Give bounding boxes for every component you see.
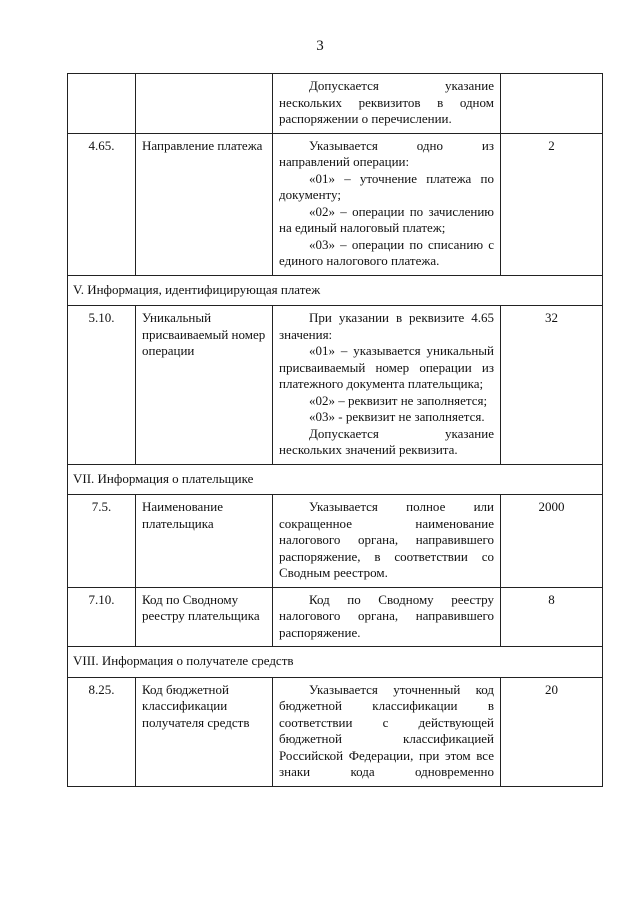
field-number: 8.25.	[68, 677, 136, 786]
field-number: 5.10.	[68, 306, 136, 465]
description-paragraph: Указывается полное или сокращенное наименование налогового органа, направившего распоряжение, в соответствии со Сводным реестром.	[279, 499, 494, 580]
field-name: Наименование плательщика	[136, 495, 273, 588]
field-number	[68, 74, 136, 134]
description-paragraph: «01» – уточнение платежа по документу;	[279, 170, 494, 202]
description-paragraph: «01» – указывается уникальный присваиваемый номер операции из платежного документа плательщика;	[279, 343, 494, 391]
field-length: 2	[501, 133, 603, 275]
field-length: 2000	[501, 495, 603, 588]
table-row	[68, 495, 603, 588]
field-number: 4.65.	[68, 133, 136, 275]
field-description	[273, 495, 501, 588]
field-name: Код бюджетной классификации получателя средств	[136, 677, 273, 786]
field-name: Уникальный присваиваемый номер операции	[136, 306, 273, 465]
field-number: 7.10.	[68, 587, 136, 647]
description-paragraph: При указании в реквизите 4.65 значения:	[279, 310, 494, 342]
field-name	[136, 74, 273, 134]
section-header-row	[68, 464, 603, 495]
section-header-row	[68, 275, 603, 306]
description-paragraph: Код по Сводному реестру налогового органа, направившего распоряжение.	[279, 591, 494, 640]
section-title: VII. Информация о плательщике	[68, 464, 603, 495]
field-length	[501, 74, 603, 134]
description-paragraph: Допускается указание нескольких значений реквизита.	[279, 425, 494, 457]
section-title: V. Информация, идентифицирующая платеж	[68, 275, 603, 306]
description-paragraph: Указывается одно из направлений операции:	[279, 137, 494, 169]
field-description	[273, 74, 501, 134]
table-row	[68, 306, 603, 465]
table-row	[68, 74, 603, 134]
field-number: 7.5.	[68, 495, 136, 588]
field-name: Код по Сводному реестру плательщика	[136, 587, 273, 647]
page-number: 3	[316, 38, 324, 54]
field-description	[273, 306, 501, 465]
description-paragraph: «03» - реквизит не заполняется.	[309, 409, 485, 424]
field-length: 8	[501, 587, 603, 647]
table-row	[68, 133, 603, 275]
field-length: 20	[501, 677, 603, 786]
description-paragraph: «02» – реквизит не заполняется;	[309, 392, 488, 408]
description-paragraph: «03» – операции по списанию с единого налогового платежа.	[279, 236, 494, 268]
requisites-table	[67, 73, 603, 787]
table-row	[68, 677, 603, 786]
field-description	[273, 133, 501, 275]
field-length: 32	[501, 306, 603, 465]
field-description	[273, 587, 501, 647]
description-paragraph: Указывается уточненный код бюджетной классификации в соответствии с действующей бюджетной классификацией Российской Федерации, при этом все знаки кода одновременно	[279, 681, 494, 779]
description-paragraph: «02» – операции по зачислению на единый налоговый платеж;	[279, 203, 494, 235]
description-paragraph: Допускается указание нескольких реквизитов в одном распоряжении о перечислении.	[279, 78, 494, 126]
table-row	[68, 587, 603, 647]
section-header-row	[68, 647, 603, 678]
field-description	[273, 677, 501, 786]
field-name: Направление платежа	[136, 133, 273, 275]
section-title: VIII. Информация о получателе средств	[68, 647, 603, 678]
